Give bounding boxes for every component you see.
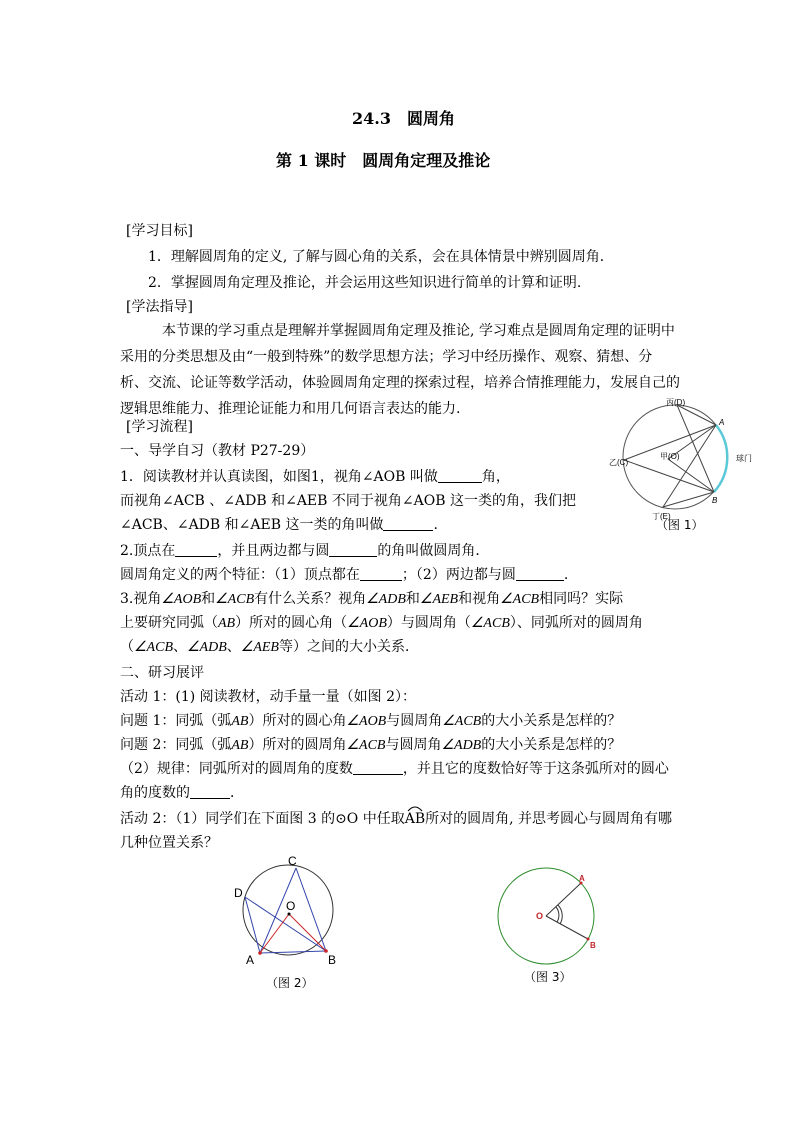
p2-a: 问题 2：同弧（弧 [120,737,232,753]
angle-acb: ∠ACB [470,616,510,631]
p2-d: 的大小关系是怎样的？ [481,737,622,753]
section-1-heading: 一、导学自习（教材 P27-29） [120,443,315,459]
label-bing: 丙(D) [666,398,686,407]
label-a: A [579,874,585,883]
question-1-line-3: ∠ACB、∠ADB 和∠AEB 这一类的角叫做 . [120,517,438,533]
angle-aob: ∠AOB [346,714,387,729]
question-2 [120,540,489,560]
label-jia: 甲(O) [660,452,680,461]
angle-aeb: ∠AEB [419,592,459,607]
arc-ab: AB [231,714,249,729]
answer-blank[interactable] [329,542,377,557]
q2-b: ，并且两边都与圆 [217,543,330,559]
rule-line-1 [120,758,669,778]
q3-a: 圆周角定义的两个特征：（1）顶点都在 [120,567,360,583]
q4-2b: ）所对的圆心角（ [235,615,348,631]
q2-a: 2.顶点在 [120,543,176,559]
q4-c: 有什么关系？视角 [254,591,367,607]
answer-blank[interactable] [438,468,482,483]
label-d: D [234,886,243,900]
activity-1: 活动 1：(1) 阅读教材，动手量一量（如图 2）： [120,689,416,705]
q4-2d: ）、同弧所对的圆周角 [509,615,643,631]
angle-adb: ∠ADB [187,640,227,655]
goal-arc [714,425,727,492]
p1-d: 的大小关系是怎样的？ [481,713,622,729]
label-goal: 球门 [736,454,752,463]
problem-2 [120,734,621,754]
q4-f: 相同吗？实际 [539,591,624,607]
q4-2c: ）与圆周角（ [386,615,471,631]
question-3-line-1 [120,588,623,608]
arc-ab: AB [218,616,236,631]
angle-acb: ∠ACB [215,592,255,607]
process-heading: [学习流程] [126,419,193,435]
angle-acb: ∠ACB [346,738,386,753]
angle-aeb: ∠AEB [240,640,279,655]
q2-c: 的角叫做圆周角． [377,543,490,559]
label-b: B [590,941,596,950]
p1-c: 与圆周角 [386,713,443,729]
rule-b: ，并且它的度数恰好等于这条弧所对的圆心 [402,761,669,777]
point-a [258,951,262,955]
q4-3b: 、 [173,639,187,655]
p1-b: ）所对的圆心角 [248,713,347,729]
question-3-line-3 [120,636,419,656]
angle-aob: ∠AOB [347,616,387,631]
lesson-subtitle: 第 1 课时 圆周角定理及推论 [276,151,491,170]
q4-3a: （ [120,639,134,655]
p2-c: 与圆周角 [385,737,442,753]
label-yi: 乙(C) [609,458,629,467]
label-a: A [246,953,255,967]
q4-b: 和 [201,591,216,607]
arc-ab: AB [231,738,249,753]
q4-2a: 上要研究同弧（ [120,615,218,631]
act2-b: 所对的圆周角, 并思考圆心与圆周角有哪 [425,811,673,827]
angle-adb: ∠ADB [366,592,406,607]
guidance-text: 本节课的学习重点是理解并掌握圆周角定理及推论, 学习难点是圆周角定理的证明中采用的分类思想及由“一般到特殊”的数学思想方法；学习中经历操作、观察、猜想、分析、交流、论证等数学活动，体验圆周角定理的探索过程，培养合情推理能力，发展自己的逻辑思维能力、推理论证能力和用几何语言表达的能力. [120,323,680,417]
label-b: B [712,496,718,505]
objectives-heading: [学习目标] [126,223,193,239]
label-ding: 丁(E) [652,512,671,521]
question-1-line-1 [120,466,510,486]
activity-2-line-1 [120,808,672,828]
angle-adb: ∠ADB [441,738,482,753]
q3-b: ；（2）两边都与圆 [401,567,516,583]
label-c: C [288,854,297,868]
question-3-line-2 [120,612,643,632]
answer-blank[interactable] [175,542,217,557]
q1-text-end: 角， [481,469,510,485]
angle-acb: ∠ACB [134,640,173,655]
label-a: A [719,418,725,427]
angle-acb: ∠ACB [500,592,540,607]
angle-acb: ∠ACB [442,714,482,729]
figure-2-caption: （图 2） [266,976,314,990]
rule-line-2 [120,782,244,802]
section-2-heading: 二、研习展评 [120,665,204,681]
figure-1 [608,395,768,535]
answer-blank[interactable] [190,784,230,799]
label-o: O [536,911,544,921]
answer-blank[interactable] [516,566,564,581]
problem-1 [120,710,621,730]
rule-a: （2）规律：同弧所对的圆周角的度数 [120,761,353,777]
guidance-heading: [学法指导] [126,299,193,315]
q4-a: 3.视角 [120,591,162,607]
arc-symbol [407,804,423,812]
label-b: B [328,953,337,967]
question-1-line-2: 而视角∠ACB 、∠ADB 和∠AEB 不同于视角∠AOB 这一类的角，我们把 [120,493,576,509]
p1-a: 问题 1：同弧（弧 [120,713,232,729]
q4-d: 和 [405,591,420,607]
p2-b: ）所对的圆周角 [248,737,347,753]
objective-item-1: 1．理解圆周角的定义, 了解与圆心角的关系，会在具体情景中辨别圆周角． [148,249,614,265]
arc-ab: AB [405,811,425,827]
angle-aob: ∠AOB [161,592,202,607]
figure-2 [226,852,356,970]
figure-3-caption: （图 3） [524,970,572,984]
figure-1-caption: （图 1） [656,518,704,532]
activity-2-line-2: 几种位置关系？ [120,835,218,851]
page-title: 24.3 圆周角 [352,109,455,128]
answer-blank[interactable] [360,566,402,581]
rule-d: ． [230,785,244,801]
q4-3c: 、 [226,639,241,655]
answer-blank[interactable] [383,516,433,531]
q1-line3-text: ∠ACB、∠ADB 和∠AEB 这一类的角叫做 [120,517,384,533]
definition-features: 圆周角定义的两个特征：（1）顶点都在 ；（2）两边都与圆 . [120,567,569,583]
q4-e: 和视角 [458,591,501,607]
figure-3 [490,860,608,970]
q1-text: 1．阅读教材并认真读图，如图1，视角∠AOB 叫做 [120,469,438,485]
act2-a: 活动 2：（1）同学们在下面图 3 的⊙O 中任取 [120,811,405,827]
objective-item-2: 2．掌握圆周角定理及推论，并会运用这些知识进行简单的计算和证明. [148,275,582,291]
answer-blank[interactable] [353,760,403,775]
label-o: O [286,899,296,913]
q4-3d: 等）之间的大小关系． [278,639,419,655]
rule-c: 角的度数的 [120,785,190,801]
